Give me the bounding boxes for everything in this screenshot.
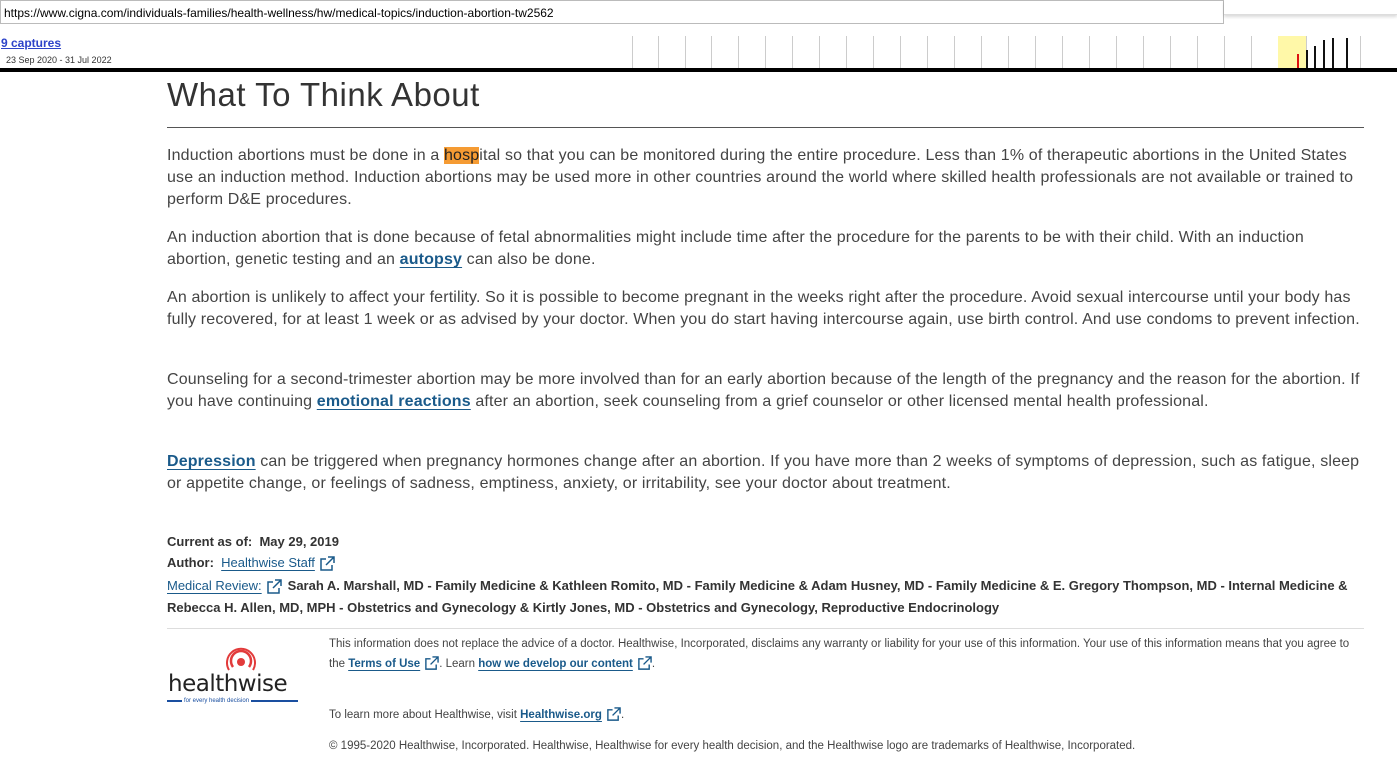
author-line <box>167 552 335 574</box>
paragraph-fetal-abnormalities <box>167 227 1364 271</box>
wayback-capture-bar <box>1346 38 1348 68</box>
wayback-captures-link[interactable]: 9 captures <box>1 36 62 50</box>
healthwise-logo-text: healthwise <box>168 671 288 697</box>
paragraph-text: after an abortion, seek counseling from a grief counselor or other licensed mental health professional. <box>470 393 1209 410</box>
learn-more-text: To learn more about Healthwise, visit <box>329 709 521 721</box>
paragraph-text: can also be done. <box>462 251 596 268</box>
wayback-year-tick <box>954 36 955 68</box>
wayback-year-tick <box>738 36 739 68</box>
footer-learn-more <box>329 705 624 725</box>
wayback-year-tick <box>1116 36 1117 68</box>
healthwise-logo <box>167 647 299 707</box>
medical-review <box>167 575 1364 619</box>
healthwise-logo-tagline: for every health decision <box>184 698 250 704</box>
external-link-icon[interactable] <box>606 707 621 722</box>
learn-more-text: . <box>620 709 625 721</box>
wayback-year-tick <box>819 36 820 68</box>
paragraph-text: Induction abortions must be done in a <box>167 147 444 164</box>
title-divider <box>167 127 1364 128</box>
wayback-year-tick <box>711 36 712 68</box>
footer-copyright: © 1995-2020 Healthwise, Incorporated. Healthwise, Healthwise for every health decision, and the Healthwise logo are trademarks of Healthwise, Incorporated. <box>329 740 1136 752</box>
wayback-toolbar-border <box>0 68 1397 72</box>
paragraph-text: can be triggered when pregnancy hormones change after an abortion. If you have more than 2 weeks of symptoms of depression, such as fatigue, sleep or appetite change, or feelings of sadness, emptiness, anxiety, or irritability, see your doctor about treatment. <box>167 453 1360 492</box>
wayback-capture-bar <box>1306 50 1308 68</box>
author-label: Author: <box>167 555 214 570</box>
wayback-year-tick <box>1035 36 1036 68</box>
autopsy-link[interactable]: autopsy <box>399 251 463 268</box>
paragraph-counseling <box>167 369 1364 413</box>
search-highlight: hosp <box>444 147 480 164</box>
wayback-year-tick <box>1170 36 1171 68</box>
wayback-year-tick <box>1251 36 1252 68</box>
wayback-year-tick <box>765 36 766 68</box>
wayback-capture-bar <box>1314 46 1316 68</box>
wayback-current-year <box>1278 36 1306 68</box>
wayback-timeline[interactable] <box>620 36 1397 68</box>
paragraph-hospital <box>167 145 1364 211</box>
wayback-capture-bar <box>1323 40 1325 68</box>
footer-divider <box>167 628 1364 629</box>
disclaimer-text: . Learn <box>439 658 479 670</box>
wayback-url-text: https://www.cigna.com/individuals-families/health-wellness/hw/medical-topics/induction-abortion-tw2562 <box>4 6 554 20</box>
wayback-year-tick <box>1062 36 1063 68</box>
medical-review-link[interactable]: Medical Review: <box>167 578 262 593</box>
external-link-icon[interactable] <box>266 579 282 595</box>
wayback-year-tick <box>900 36 901 68</box>
wayback-year-tick <box>981 36 982 68</box>
wayback-capture-range: 23 Sep 2020 - 31 Jul 2022 <box>6 55 112 65</box>
paragraph-fertility: An abortion is unlikely to affect your fertility. So it is possible to become pregnant in the weeks right after the procedure. Avoid sexual intercourse until your body has fully recovered, for at least 1 week or as advised by your doctor. When you do start having intercourse again, use birth control. And use condoms to prevent infection. <box>167 289 1360 328</box>
section-title: What To Think About <box>167 76 480 113</box>
wayback-year-tick <box>1143 36 1144 68</box>
medical-reviewers: Sarah A. Marshall, MD - Family Medicine & Kathleen Romito, MD - Family Medicine & Adam Husney, MD - Family Medicine & E. Gregory Thompson, MD - Internal Medicine & Rebecca H. Allen, MD, MPH - Obstetrics and Gynecology & Kirtly Jones, MD - Obstetrics and Gynecology, Reproductive Endocrinology <box>167 578 1348 615</box>
paragraph-text: ital so that you can be monitored during the entire procedure. Less than 1% of therapeutic abortions in the United States use an induction method. Induction abortions may be used more in other countries around the world where skilled health professionals are not available or trained to perform D&E procedures. <box>167 147 1354 208</box>
wayback-year-tick <box>1360 36 1361 68</box>
wayback-year-tick <box>792 36 793 68</box>
wayback-year-tick <box>1008 36 1009 68</box>
current-as-of-label: Current as of: <box>167 534 253 549</box>
wayback-year-tick <box>1089 36 1090 68</box>
wayback-url-bar[interactable] <box>0 0 1224 24</box>
wayback-year-tick <box>927 36 928 68</box>
wayback-year-tick <box>1197 36 1198 68</box>
external-link-icon[interactable] <box>424 656 439 671</box>
terms-of-use-link[interactable]: Terms of Use <box>348 658 421 670</box>
wayback-year-tick <box>1224 36 1225 68</box>
healthwise-org-link[interactable]: Healthwise.org <box>520 709 602 721</box>
paragraph-text: An induction abortion that is done because of fetal abnormalities might include time after the procedure for the parents to be with their child. With an induction abortion, genetic testing and an <box>167 229 1304 268</box>
disclaimer-text: . <box>651 658 656 670</box>
paragraph-text: Counseling for a second-trimester abortion may be more involved than for an early abortion because of the length of the pregnancy and the reason for the abortion. If you have continuing <box>167 371 1360 410</box>
wayback-capture-bar <box>1332 38 1334 68</box>
author-link[interactable]: Healthwise Staff <box>221 555 315 570</box>
wayback-year-tick <box>632 36 633 68</box>
wayback-capture-bar <box>1297 54 1299 68</box>
wayback-side-panel <box>1224 0 1397 15</box>
external-link-icon[interactable] <box>637 656 652 671</box>
current-as-of-date: May 29, 2019 <box>259 534 339 549</box>
depression-link[interactable]: Depression <box>167 453 256 470</box>
current-as-of <box>167 531 339 553</box>
wayback-year-tick <box>846 36 847 68</box>
disclaimer-text: This information does not replace the advice of a doctor. Healthwise, Incorporated, disclaims any warranty or liability for your use of this information. Your use of this information means that you agree to the <box>329 638 1350 670</box>
wayback-year-tick <box>685 36 686 68</box>
wayback-year-tick <box>873 36 874 68</box>
wayback-year-tick <box>658 36 659 68</box>
how-we-develop-content-link[interactable]: how we develop our content <box>478 658 633 670</box>
footer-disclaimer <box>329 634 1359 674</box>
emotional-reactions-link[interactable]: emotional reactions <box>316 393 471 410</box>
external-link-icon[interactable] <box>319 556 335 572</box>
paragraph-depression <box>167 451 1364 495</box>
